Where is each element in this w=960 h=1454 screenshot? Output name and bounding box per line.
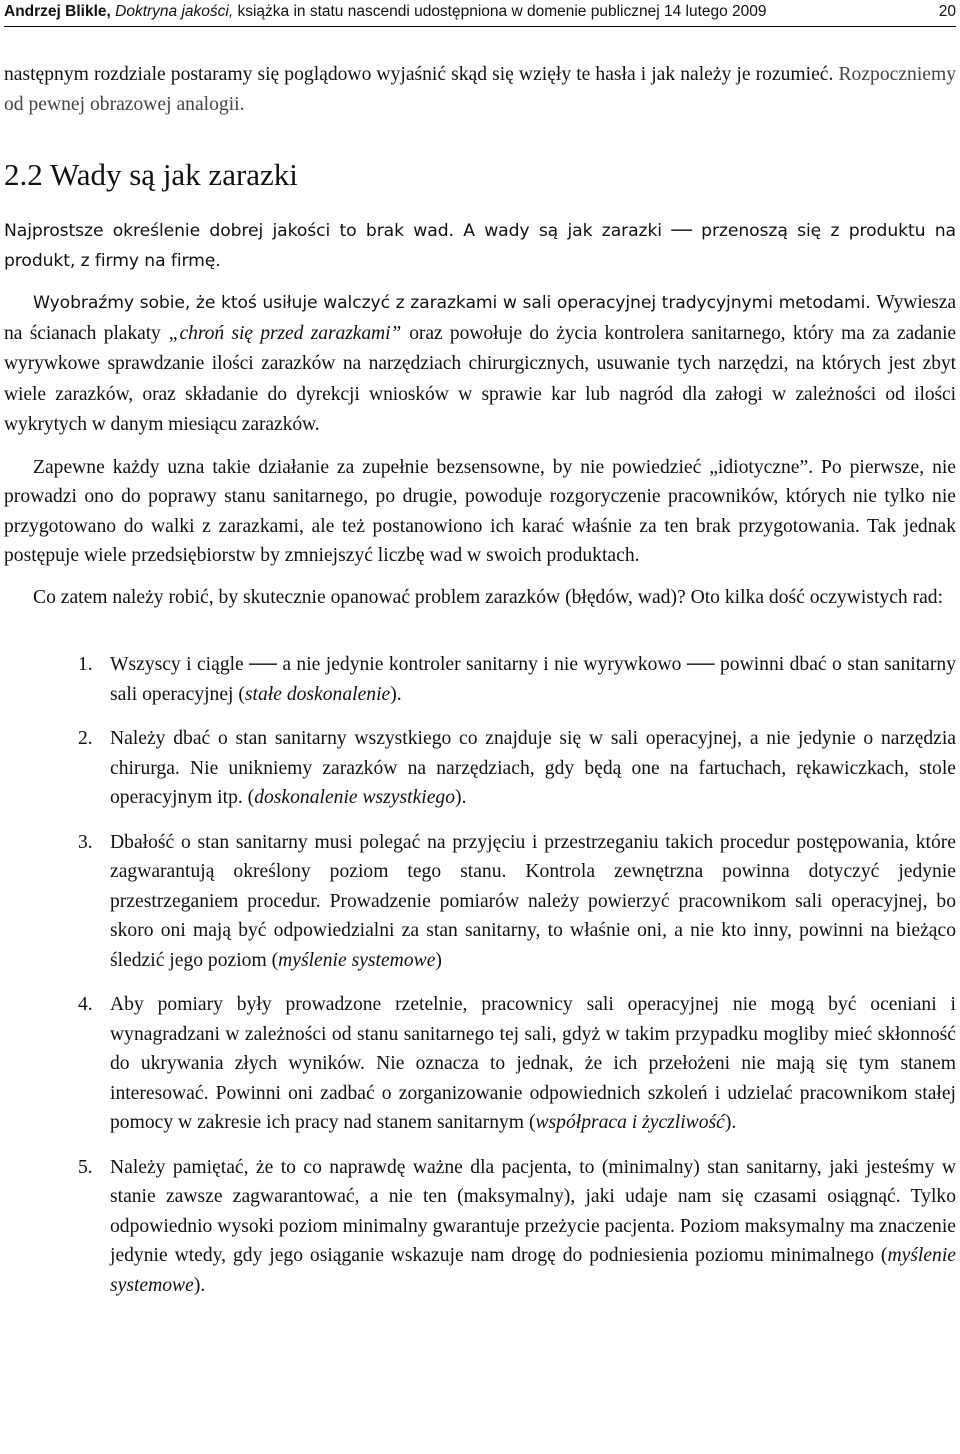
list-item-tail: ). [193, 1274, 206, 1296]
list-item [4, 724, 956, 813]
list-item-number: 4. [78, 994, 93, 1015]
section-heading [4, 157, 956, 193]
list-item-text: Aby pomiary były prowadzone rzetelnie, pracownicy sali operacyjnej nie mogą być oceniani i wynagradzani w zależności od stanu sanitarnego tej sali, gdyż w takim przypadku mogliby mieć skłonność do ukrywania złych wyników. Nie oznacza to jednak, że ich przełożeni nie mają się tym stanem interesować. Powinni oni zadbać o zorganizowanie odpowiednich szkoleń i udzielać pracownikom stałej pomocy w zakresie ich pracy nad stanem sanitarnym ( [110, 994, 956, 1133]
list-item-tail: ). [455, 787, 467, 808]
list-item-text: Dbałość o stan sanitarny musi polegać na przyjęciu i przestrzeganiu takich procedur postępowania, które zagwarantują określony poziom tego stanu. Kontrola zewnętrzna powinna dotyczyć jedynie przestrzeganiem procedur. Prowadzenie pomiarów należy powierzyć pracownikom sali operacyjnej, bo skoro oni mają być odpowiedzialni za stan sanitarny, to właśnie oni, a nie kto inny, powinni na bieżąco śledzić jego poziom ( [110, 831, 956, 971]
list-item-emphasis: myślenie systemowe [110, 1245, 956, 1296]
list-item-number: 1. [78, 654, 93, 675]
intro-paragraph [4, 60, 956, 119]
list-item [4, 828, 956, 976]
list-item-tail: ). [724, 1112, 737, 1133]
paragraph-2-end: oraz powołuje do życia kontrolera sanitarnego, który ma za zadanie wyrywkowe sprawdzanie ilości zarazków na narzędziach chirurgicznych, usuwanie tych narzędzi, na których jest zbyt wiele zarazków, oraz składanie do dyrekcji wniosków w sprawie kar lub nagród dla załogi w zależności od ilości wykrytych w danym miesiącu zarazków. [4, 322, 957, 435]
paragraph-2-mid: Wywiesza na ścianach plakaty [4, 292, 956, 344]
page-number: 20 [938, 3, 956, 20]
list-item [4, 990, 956, 1138]
list-item-number: 5. [78, 1156, 93, 1178]
header-citation [4, 2, 767, 22]
list-item [4, 1153, 956, 1301]
list-item-emphasis: myślenie systemowe [278, 949, 436, 971]
section-title: Wady są jak zarazki [49, 157, 298, 192]
advice-list [4, 650, 956, 1300]
header-note: książka in statu nascendi udostępniona w domenie publicznej 14 lutego 2009 [237, 3, 767, 20]
list-item-number: 3. [78, 831, 93, 853]
list-item-emphasis: współpraca i życzliwość [535, 1112, 725, 1133]
intro-line-1: następnym rozdziale postaramy się poglądowo wyjaśnić skąd się wzięły te hasła i jak należy je rozumieć. [4, 64, 834, 85]
paragraph-2-start: Wyobraźmy sobie, że ktoś usiłuje walczyć z zarazkami w sali operacyjnej tradycyjnymi metodami. [33, 293, 871, 313]
paragraph-2-quote: „chroń się przed zarazkami” [168, 322, 402, 344]
header-author: Andrzej Blikle, [4, 3, 111, 20]
section-number: 2.2 [4, 157, 43, 192]
sans-text-block [4, 217, 956, 441]
paragraph-4: Co zatem należy robić, by skutecznie opanować problem zarazków (błędów, wad)? Oto kilka dość oczywistych rad: [33, 586, 944, 608]
paragraph-1: Najprostsze określenie dobrej jakości to brak wad. A wady są jak zarazki ── przenoszą się z produktu na produkt, z firmy na firmę. [4, 221, 956, 271]
header-book-title: Doktryna jakości, [115, 3, 234, 20]
list-item-emphasis: doskonalenie wszystkiego [254, 787, 456, 808]
paragraph-2 [4, 288, 956, 441]
list-item-emphasis: stałe doskonalenie [244, 683, 391, 705]
page-content [4, 60, 956, 1315]
list-item [4, 650, 956, 709]
list-item-tail: ) [435, 949, 442, 971]
list-item-tail: ). [390, 683, 402, 705]
running-header [4, 0, 956, 27]
list-item-text: Należy dbać o stan sanitarny wszystkiego co znajduje się w sali operacyjnej, a nie jedynie o narzędzia chirurga. Nie unikniemy zarazków na narzędziach, gdy będą one na fartuchach, rękawiczkach, stole operacyjnym itp. ( [110, 728, 956, 808]
list-item-text: Wszyscy i ciągle ── a nie jedynie kontroler sanitarny i nie wyrywkowo ── powinni dbać o stan sanitarny sali operacyjnej ( [110, 654, 956, 705]
intro-line-2: Rozpoczniemy od pewnej obrazowej analogii. [4, 64, 956, 115]
list-item-number: 2. [78, 728, 93, 749]
list-item-text: Należy pamiętać, że to co naprawdę ważne dla pacjenta, to (minimalny) stan sanitarny, jaki jesteśmy w stanie zawsze zagwarantować, a nie ten (maksymalny), jaki udaje nam się czasami osiągnąć. Tylko odpowiednio wysoki poziom minimalny gwarantuje przeżycie pacjenta. Poziom maksymalny ma znaczenie jedynie wtedy, gdy jego osiąganie wskazuje nam drogę do podniesienia poziomu minimalnego ( [110, 1156, 956, 1266]
paragraph-3: Zapewne każdy uzna takie działanie za zupełnie bezsensowne, by nie powiedzieć „idiotyczne”. Po pierwsze, nie prowadzi ono do poprawy stanu sanitarnego, po drugie, powoduje rozgoryczenie pracowników, których nie tylko nie przygotowano do walki z zarazkami, ale też postanowiono ich karać właśnie za ten brak przygotowania. Tak jednak postępuje wiele przedsiębiorstw by zmniejszyć liczbę wad w swoich produktach. [4, 456, 956, 566]
